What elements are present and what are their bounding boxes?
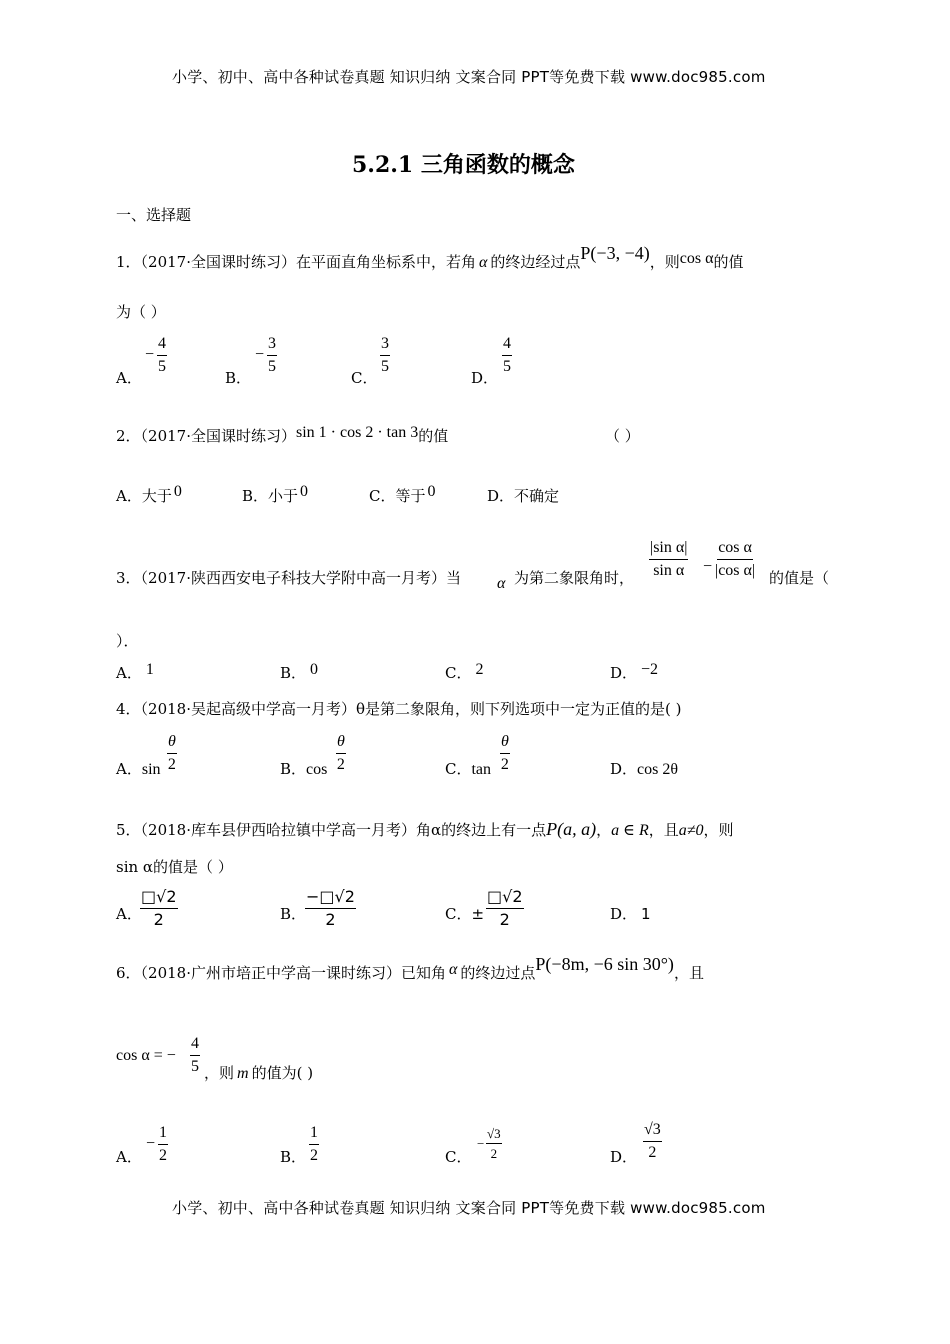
q2-answer-paren: （ ） [605, 427, 640, 445]
q5-option-c-fraction: $\frac{□√2}{2}$ [487, 887, 523, 929]
q1-option-d-label[interactable]: D． [471, 369, 499, 387]
q6-cos-fraction: $\frac{4}{5}$ [191, 1035, 199, 1075]
q6-option-a-fraction: $\frac{1}{2}$ [159, 1124, 167, 1164]
q3-option-c[interactable]: C． 2 [445, 661, 484, 682]
q3-text-b: 为第二象限角时， [514, 569, 635, 587]
q2-option-b[interactable]: B．小于 0 [242, 483, 309, 505]
q3-alpha: α [497, 575, 506, 592]
q6-option-c-sign: − [477, 1136, 485, 1151]
q5-point: P(a, a) [546, 819, 597, 839]
q5-option-b-fraction: $\frac{-□√2}{2}$ [306, 887, 355, 929]
q1-text-b: 的终边经过点 [490, 253, 581, 271]
q3-option-b[interactable]: B． 0 [280, 661, 319, 682]
q6-option-d-fraction: $\frac{√3}{2}$ [644, 1121, 661, 1161]
q4-stem: 4．（2018·吴起高级中学高一月考）θ是第二象限角，则下列选项中一定为正值的是( ) [116, 700, 682, 718]
q1-text-c: ，则 [649, 253, 680, 271]
q6-alpha: α [449, 961, 458, 978]
q6-stem: 6．（2018·广州市培正中学高一课时练习）已知角 α 的终边过点P(−8m, −6 sin 30°)，且 [116, 954, 704, 982]
q5-option-b-label[interactable]: B． [280, 905, 307, 923]
q4-option-c[interactable]: C．tan [445, 760, 492, 778]
page-footer: 小学、初中、高中各种试卷真题 知识归纳 文案合同 PPT等免费下载 www.doc985.com [172, 1199, 766, 1217]
q1-option-d-fraction: $\frac{4}{5}$ [503, 335, 511, 375]
q2-option-d[interactable]: D．不确定 [487, 487, 560, 505]
q1-alpha: α [479, 254, 488, 271]
q1-stem [116, 243, 744, 272]
q3-line2: ）． [116, 632, 139, 650]
q6-option-b-label[interactable]: B． [280, 1148, 307, 1166]
q3-option-d[interactable]: D． −2 [610, 661, 659, 682]
q5-stem: 5．（2018·库车县伊西哈拉镇中学高一月考）角α的终边上有一点P(a, a)，a ∈ R，且a≠0，则 [116, 819, 734, 839]
q3-text-c: 的值是（ [769, 569, 830, 587]
q1-text-d: 的值 [713, 253, 744, 271]
q4-option-a[interactable]: A．sin [116, 760, 161, 778]
q5-option-d[interactable]: D． 1 [610, 905, 651, 923]
q6-option-c-fraction: $\frac{√3}{2}$ [487, 1126, 501, 1161]
q3-text-a: 3．（2017·陕西西安电子科技大学附中高一月考）当 [116, 569, 461, 587]
page-header: 小学、初中、高中各种试卷真题 知识归纳 文案合同 PPT等免费下载 www.doc985.com [172, 68, 766, 86]
q3-minus: − [703, 558, 713, 575]
q1-option-c-label[interactable]: C． [351, 369, 378, 387]
q1-line2: 为（ ） [116, 303, 166, 321]
q1-point: P(−3, −4) [580, 243, 650, 263]
q5-line2: sin α的值是（ ） [116, 858, 233, 876]
q3-option-a[interactable]: A． 1 [116, 661, 154, 682]
q1-option-b-label[interactable]: B． [225, 369, 252, 387]
q2-text-b: 的值 [418, 427, 449, 445]
q6-option-d-label[interactable]: D． [610, 1148, 638, 1166]
q2-expr: sin 1 · cos 2 · tan 3 [296, 424, 419, 441]
q6-option-a-label[interactable]: A． [116, 1148, 142, 1166]
q4-option-d[interactable]: D．cos 2θ [610, 760, 679, 778]
q5-option-a-label[interactable]: A． [116, 905, 142, 923]
page-title: 5.2.1 三角函数的概念 [352, 152, 575, 178]
q1-option-a-sign: − [145, 346, 155, 363]
q2-option-a[interactable]: A．大于 0 [116, 483, 182, 505]
q6-cos-lhs: cos α = − [116, 1047, 176, 1064]
q2-option-c[interactable]: C．等于 0 [369, 483, 436, 505]
q1-option-a-fraction: $\frac{4}{5}$ [158, 335, 166, 375]
q5-option-a-fraction: $\frac{□√2}{2}$ [141, 887, 177, 929]
q5-cond1: a ∈ R [611, 822, 649, 839]
q3-fraction-2: $\frac{\text{cos α}}{\text{|cos α|}}$ [715, 539, 756, 579]
section-heading: 一、选择题 [116, 206, 192, 224]
q6-point: P(−8m, −6 sin 30°) [535, 954, 674, 974]
q1-text-a: 1．（2017·全国课时练习）在平面直角坐标系中，若角 [116, 253, 476, 271]
q5-option-c-label[interactable]: C．± [445, 905, 485, 923]
q4-option-b[interactable]: B．cos [280, 760, 328, 778]
q1-cos: cos α [679, 250, 714, 267]
q6-option-c-label[interactable]: C． [445, 1148, 472, 1166]
q4-option-b-fraction: $\frac{\theta}{2}$ [336, 733, 345, 773]
q4-option-c-fraction: $\frac{\theta}{2}$ [500, 733, 509, 773]
q1-option-a-label[interactable]: A． [116, 369, 142, 387]
q6-line2: ，则 m 的值为( ) [204, 1064, 314, 1082]
q3-fraction-1: $\frac{\text{|sin α|}}{\text{sin α}}$ [650, 539, 688, 579]
q2-text-a: 2．（2017·全国课时练习） [116, 427, 296, 445]
q6-option-b-fraction: $\frac{1}{2}$ [310, 1124, 318, 1164]
q5-cond2: a≠0 [678, 822, 704, 839]
q1-option-b-fraction: $\frac{3}{5}$ [268, 335, 276, 375]
q1-option-c-fraction: $\frac{3}{5}$ [381, 335, 389, 375]
q4-option-a-fraction: $\frac{\theta}{2}$ [167, 733, 176, 773]
q1-option-b-sign: − [255, 346, 265, 363]
q2-stem [116, 425, 448, 446]
q6-option-a-sign: − [146, 1135, 156, 1152]
